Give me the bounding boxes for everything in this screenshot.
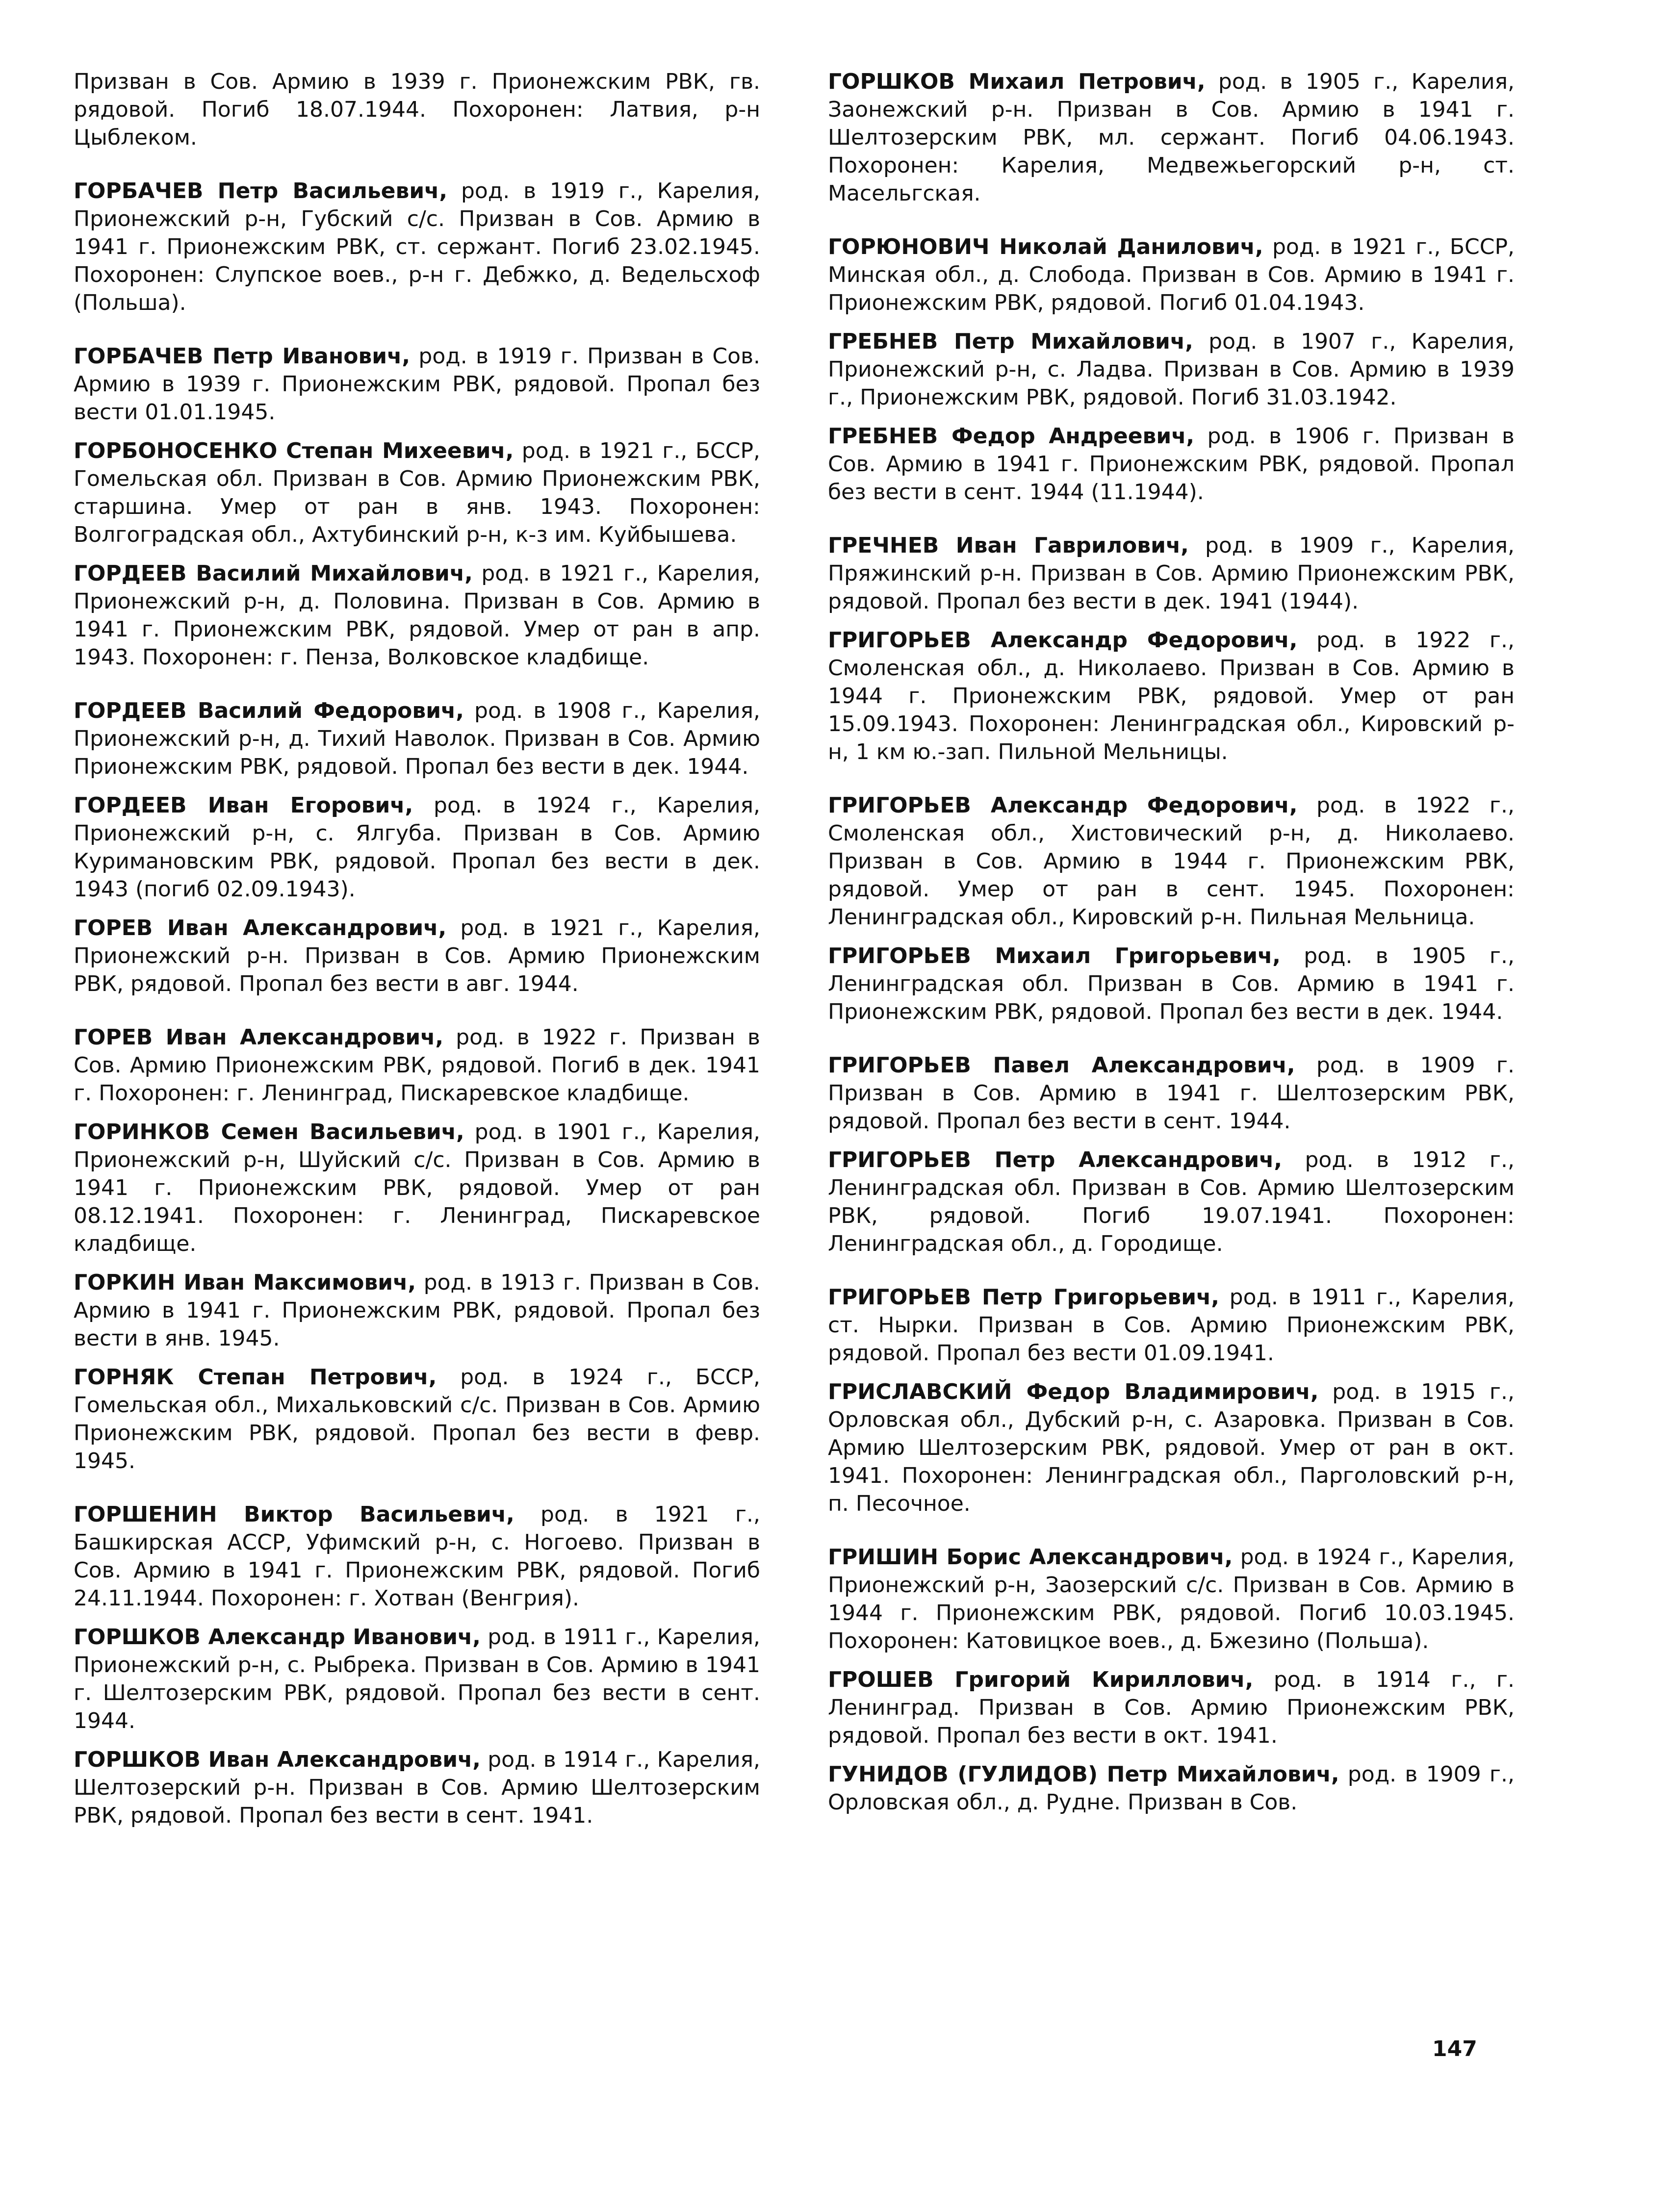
entry-text: род. в 1914 г., Карелия, Шелтозерский р-н. Призван в Сов. Армию Шелтозерским РВК, рядовой. Пропал без вести в сент. 1941.: [74, 1747, 760, 1828]
entry: [74, 1118, 760, 1258]
entry-name: ГРЕБНЕВ Петр Михайлович,: [828, 329, 1193, 354]
entry-name: ГОРИНКОВ Семен Васильевич,: [74, 1119, 464, 1144]
entry-text: род. в 1911 г., Карелия, Прионежский р-н, с. Рыбрека. Призван в Сов. Армию в 1941 г. Шелтозерским РВК, рядовой. Пропал без вести в сент. 1944.: [74, 1625, 760, 1733]
entry: [828, 1760, 1515, 1816]
entry: [828, 233, 1515, 317]
entry-name: ГОРЮНОВИЧ Николай Данилович,: [828, 234, 1263, 259]
entry-text: род. в 1909 г. Призван в Сов. Армию в 1941 г. Шелтозерским РВК, рядовой. Пропал без вести в сент. 1944.: [828, 1053, 1515, 1134]
entry-text: род. в 1905 г., Ленинградская обл. Призван в Сов. Армию в 1941 г. Прионежским РВК, рядовой. Пропал без вести в дек. 1944.: [828, 943, 1515, 1024]
entry-name: ГОРЕВ Иван Александрович,: [74, 915, 447, 941]
entry: [828, 1543, 1515, 1655]
entry: [828, 942, 1515, 1026]
entry-name: ГРИГОРЬЕВ Александр Федорович,: [828, 628, 1298, 653]
entry-text: род. в 1921 г., Башкирская АССР, Уфимский р-н, с. Ногоево. Призван в Сов. Армию в 1941 г. Прионежским РВК, рядовой. Погиб 24.11.1944. Похоронен: г. Хотван (Венгрия).: [74, 1502, 760, 1611]
entry-text: род. в 1914 г., г. Ленинград. Призван в Сов. Армию Прионежским РВК, рядовой. Пропал без вести в окт. 1941.: [828, 1667, 1515, 1748]
entry-name: ГОРБАЧЕВ Петр Иванович,: [74, 344, 411, 369]
entry-name: ГРИСЛАВСКИЙ Федор Владимирович,: [828, 1379, 1319, 1404]
entry: [828, 626, 1515, 766]
entry-text: род. в 1913 г. Призван в Сов. Армию в 1941 г. Прионежским РВК, рядовой. Пропал без вести в янв. 1945.: [74, 1270, 760, 1351]
entry: [74, 177, 760, 317]
entry-text: род. в 1915 г., Орловская обл., Дубский р-н, с. Азаровка. Призван в Сов. Армию Шелтозерским РВК, рядовой. Умер от ран в окт. 1941. Похоронен: Ленинградская обл., Парголовский р-н, п. Песочное.: [828, 1379, 1515, 1516]
entry: [74, 914, 760, 998]
entry-text: род. в 1908 г., Карелия, Прионежский р-н, д. Тихий Наволок. Призван в Сов. Армию Прионежским РВК, рядовой. Пропал без вести в дек. 1944.: [74, 698, 760, 779]
entry: [74, 1269, 760, 1352]
entry-name: ГОРДЕЕВ Василий Федорович,: [74, 698, 464, 723]
entry: [74, 437, 760, 549]
entry-text: Призван в Сов. Армию в 1939 г. Прионежским РВК, гв. рядовой. Погиб 18.07.1944. Похоронен: Латвия, р-н Цыблеком.: [74, 69, 760, 150]
entry: [828, 328, 1515, 411]
entry-text: род. в 1919 г. Призван в Сов. Армию в 1939 г. Прионежским РВК, рядовой. Пропал без вести 01.01.1945.: [74, 344, 760, 425]
entry-text: род. в 1921 г., БССР, Гомельская обл. Призван в Сов. Армию Прионежским РВК, старшина. Умер от ран в янв. 1943. Похоронен: Волгоградская обл., Ахтубинский р-н, к-з им. Куйбышева.: [74, 438, 760, 547]
entry: [74, 791, 760, 903]
entry-text: род. в 1922 г. Призван в Сов. Армию Прионежским РВК, рядовой. Погиб в дек. 1941 г. Похоронен: г. Ленинград, Пискаревское кладбище.: [74, 1025, 760, 1106]
entry: [74, 1363, 760, 1475]
entry-text: род. в 1906 г. Призван в Сов. Армию в 1941 г. Прионежским РВК, рядовой. Пропал без вести в сент. 1944 (11.1944).: [828, 424, 1515, 505]
entry: [74, 1623, 760, 1735]
entry-name: ГРИГОРЬЕВ Павел Александрович,: [828, 1053, 1295, 1078]
entry-text: род. в 1919 г., Карелия, Прионежский р-н, Губский с/с. Призван в Сов. Армию в 1941 г. Прионежским РВК, ст. сержант. Погиб 23.02.1945. Похоронен: Слупское воев., р-н г. Дебжко, д. Ведельсхоф (Польша).: [74, 178, 761, 315]
entry: [74, 559, 760, 671]
entry-name: ГОРШКОВ Иван Александрович,: [74, 1747, 481, 1772]
entry-name: ГОРШКОВ Михаил Петрович,: [828, 69, 1206, 94]
entry-name: ГОРБАЧЕВ Петр Васильевич,: [74, 178, 448, 203]
entry-name: ГОРЕВ Иван Александрович,: [74, 1025, 444, 1050]
entry-text: род. в 1907 г., Карелия, Прионежский р-н, с. Ладва. Призван в Сов. Армию в 1939 г., Прионежским РВК, рядовой. Погиб 31.03.1942.: [828, 329, 1515, 410]
entry: [74, 1746, 760, 1830]
entry-name: ГУНИДОВ (ГУЛИДОВ) Петр Михайлович,: [828, 1762, 1339, 1787]
entry-name: ГРИГОРЬЕВ Петр Александрович,: [828, 1147, 1283, 1172]
entry: [74, 697, 760, 781]
entry-name: ГОРБОНОСЕНКО Степан Михеевич,: [74, 438, 514, 463]
entry: [828, 1146, 1515, 1258]
entry: [74, 1500, 760, 1612]
entry-name: ГРИГОРЬЕВ Александр Федорович,: [828, 793, 1298, 818]
entry-name: ГРОШЕВ Григорий Кириллович,: [828, 1667, 1254, 1692]
entry-name: ГОРКИН Иван Максимович,: [74, 1270, 416, 1295]
entry: [828, 1666, 1515, 1750]
entry-text: род. в 1909 г., Карелия, Пряжинский р-н. Призван в Сов. Армию Прионежским РВК, рядовой. Пропал без вести в дек. 1941 (1944).: [828, 533, 1515, 614]
entry-text: род. в 1922 г., Смоленская обл., д. Николаево. Призван в Сов. Армию в 1944 г. Прионежским РВК, рядовой. Умер от ран 15.09.1943. Похоронен: Ленинградская обл., Кировский р-н, 1 км ю.-зап. Пильной Мельницы.: [828, 628, 1515, 764]
entry-name: ГОРДЕЕВ Иван Егорович,: [74, 793, 413, 818]
entry-name: ГРИГОРЬЕВ Михаил Григорьевич,: [828, 943, 1281, 968]
entry-name: ГОРДЕЕВ Василий Михайлович,: [74, 561, 473, 586]
entry: [828, 1283, 1515, 1367]
entry-text: род. в 1901 г., Карелия, Прионежский р-н, Шуйский с/с. Призван в Сов. Армию в 1941 г. Прионежским РВК, рядовой. Умер от ран 08.12.1941. Похоронен: г. Ленинград, Пискаревское кладбище.: [74, 1119, 760, 1256]
entry-name: ГРИШИН Борис Александрович,: [828, 1545, 1233, 1570]
page-number: 147: [1432, 2036, 1477, 2061]
entry: [74, 342, 760, 426]
entry: [828, 422, 1515, 506]
left-column: [74, 68, 760, 1830]
entry-name: ГРИГОРЬЕВ Петр Григорьевич,: [828, 1285, 1219, 1310]
entry-name: ГРЕЧНЕВ Иван Гаврилович,: [828, 533, 1189, 558]
entry-text: род. в 1921 г., БССР, Минская обл., д. Слобода. Призван в Сов. Армию в 1941 г. Прионежским РВК, рядовой. Погиб 01.04.1943.: [828, 234, 1515, 315]
entry: [74, 1023, 760, 1107]
entry: [74, 68, 760, 152]
entry-text: род. в 1924 г., Карелия, Прионежский р-н, с. Ялгуба. Призван в Сов. Армию Куримановским РВК, рядовой. Пропал без вести в дек. 1943 (погиб 02.09.1943).: [74, 793, 760, 902]
entry-text: род. в 1905 г., Карелия, Заонежский р-н. Призван в Сов. Армию в 1941 г. Шелтозерским РВК, мл. сержант. Погиб 04.06.1943. Похоронен: Карелия, Медвежьегорский р-н, ст. Масельгская.: [828, 69, 1515, 206]
entry-text: род. в 1922 г., Смоленская обл., Хистовический р-н, д. Николаево. Призван в Сов. Армию в 1944 г. Прионежским РВК, рядовой. Умер от ран в сент. 1945. Похоронен: Ленинградская обл., Кировский р-н. Пильная Мельница.: [828, 793, 1515, 930]
entry: [828, 1051, 1515, 1135]
entry-text: род. в 1909 г., Орловская обл., д. Рудне. Призван в Сов.: [828, 1762, 1515, 1815]
right-column: [828, 68, 1515, 1816]
entry-name: ГОРШЕНИН Виктор Васильевич,: [74, 1502, 514, 1527]
entry-text: род. в 1924 г., Карелия, Прионежский р-н, Заозерский с/с. Призван в Сов. Армию в 1944 г. Прионежским РВК, рядовой. Погиб 10.03.1945. Похоронен: Катовицкое воев., д. Бжезино (Польша).: [828, 1545, 1515, 1653]
entry-text: род. в 1912 г., Ленинградская обл. Призван в Сов. Армию Шелтозерским РВК, рядовой. Погиб 19.07.1941. Похоронен: Ленинградская обл., д. Городище.: [828, 1147, 1515, 1256]
entry: [828, 1378, 1515, 1518]
entry-text: род. в 1921 г., Карелия, Прионежский р-н, д. Половина. Призван в Сов. Армию в 1941 г. Прионежским РВК, рядовой. Умер от ран в апр. 1943. Похоронен: г. Пенза, Волковское кладбище.: [74, 561, 760, 670]
entry-name: ГРЕБНЕВ Федор Андреевич,: [828, 424, 1195, 449]
entry-text: род. в 1911 г., Карелия, ст. Нырки. Призван в Сов. Армию Прионежским РВК, рядовой. Пропал без вести 01.09.1941.: [828, 1285, 1515, 1366]
entry: [828, 791, 1515, 931]
entry-text: род. в 1921 г., Карелия, Прионежский р-н. Призван в Сов. Армию Прионежским РВК, рядовой. Пропал без вести в авг. 1944.: [74, 915, 761, 996]
entry-name: ГОРШКОВ Александр Иванович,: [74, 1625, 481, 1650]
entry: [828, 68, 1515, 207]
entry: [828, 532, 1515, 615]
entry-text: род. в 1924 г., БССР, Гомельская обл., Михальковский с/с. Призван в Сов. Армию Прионежским РВК, рядовой. Пропал без вести в февр. 1945.: [74, 1365, 760, 1474]
entry-name: ГОРНЯК Степан Петрович,: [74, 1365, 437, 1390]
